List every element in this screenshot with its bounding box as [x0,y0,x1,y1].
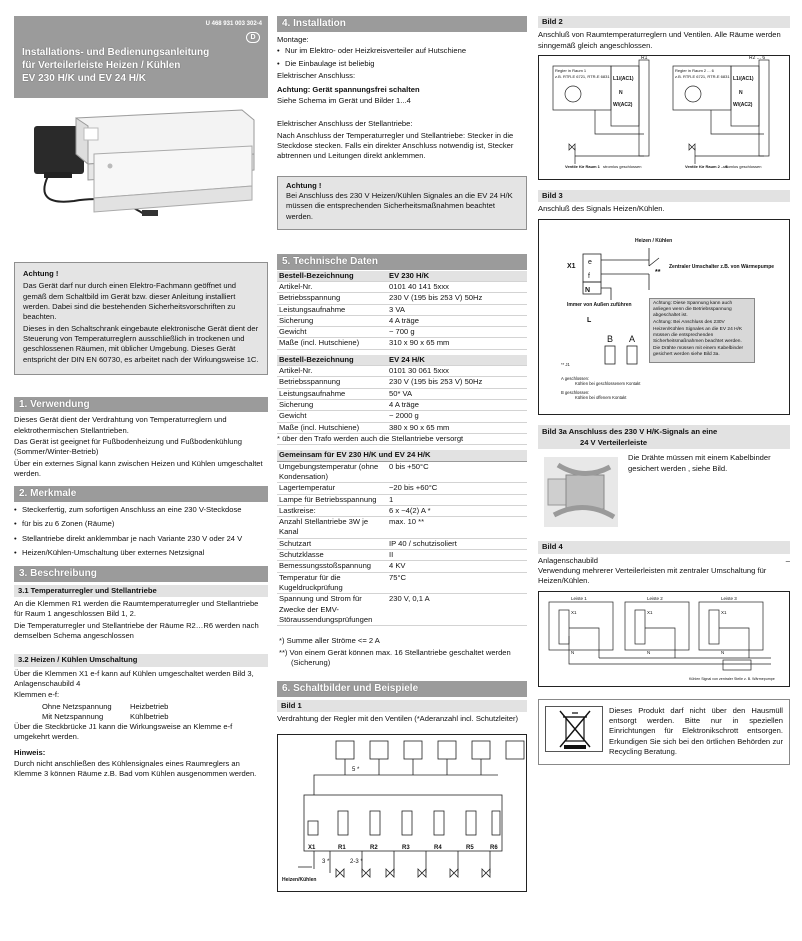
table-row [277,366,527,377]
section-technische-daten: 5. Technische Daten [277,254,527,270]
spec-label: Temperatur für die Kugeldruckprüfung [279,572,343,592]
title-line-2: für Verteilerleiste Heizen / Kühlen [22,60,181,71]
jumper-a: A [629,333,636,344]
table-row [277,305,527,316]
terminal-group: R1 [641,55,648,61]
bild1-diagram [277,734,527,892]
footnote-2: **) Von einem Gerät können max. 16 Stellantriebe geschaltet werden (Sicherung) [279,647,511,667]
bild4-dash: – [785,555,790,565]
terminal-l: L1/(AC1) [733,75,754,82]
n-label: N [647,649,651,655]
table-row [277,594,527,626]
table-row [277,389,527,400]
legend-a-text: Kühlen bei geschlossenem Kontakt [575,380,641,386]
section-verwendung: 1. Verwendung [14,397,268,413]
term-label: R6 [490,845,498,852]
lang-badge: D [246,32,260,43]
terminal-f: f [588,272,590,280]
spec-table-ev230 [277,271,527,350]
warning-text: Das Gerät darf nur durch einen Elektro-Fachmann geöffnet und gemäß dem Schaltbild im Gerät bzw. dieser Anleitung installiert werden. Dabei sind die bestehenden Sicherheitsvorschriften zu beachten. [23,281,237,322]
l-label: L [587,316,592,324]
table-row [277,411,527,422]
spec-value: 230 V, 0,1 A [389,594,430,604]
wire-count: 5 * [352,767,360,774]
spec-value: 75°C [389,572,406,582]
spec-value: −20 bis +60°C [389,483,438,493]
spec-label: Sicherung [279,400,314,409]
spec-label: Lampe für Betriebsspannung [279,494,377,504]
column-right [538,0,790,941]
bild1-label: Bild 1 [277,700,527,712]
spec-value: 4 A träge [389,315,419,325]
bild2-diagram [538,55,790,180]
s4-l2: Elektrischer Anschluss: [277,70,356,80]
wire-count: 2-3 * [350,859,363,866]
spec-label: Leistungsaufnahme [279,304,346,314]
list-item: • Heizen/Kühlen-Umschaltung über externes Netzsignal [14,548,268,558]
list-item: • Nur im Elektro- oder Heizkreisverteiler auf Hutschiene [277,46,527,56]
signal-note: Kühlen Signal von zentraler Stelle z. B. Wärmepumpe [689,676,775,681]
column-left [14,0,268,941]
bild3a-label: Bild 3a Anschluss des 230 V H/K-Signals an eine 24 V Verteilerleiste [538,425,790,450]
list-item: • Die Einbaulage ist beliebig [277,59,527,69]
s4-l1: Montage: [277,34,309,44]
spec-value: II [389,550,394,560]
mode-label: Ohne Netzspannung [42,701,112,711]
spec-label: Gewicht [279,411,307,421]
table-row [277,483,527,494]
s4-l3: Siehe Schema im Gerät und Bilder 1...4 [277,96,411,106]
spec-value: IP 40 / schutzisoliert [389,538,457,548]
bild3-text: Anschluß des Signals Heizen/Kühlen. [538,204,665,214]
spec-label: Artikel-Nr. [279,281,313,291]
term-label: R3 [402,845,410,852]
table-row [277,539,527,550]
warning-title: Achtung ! [23,269,59,278]
bild3-diagram [538,219,790,415]
term-label: R2 [370,845,378,852]
section-schaltbilder: 6. Schaltbilder und Beispiele [277,681,527,697]
valve-note: stromlos geschlossen [603,163,642,169]
spec-value: EV 230 H/K [389,270,430,280]
section-beschreibung: 3. Beschreibung [14,566,268,582]
table-row [277,561,527,572]
table-row [277,271,527,282]
footnote-1: *) Summe aller Ströme <= 2 A [279,636,380,646]
regulator-model: z.B. RTR-E 6721, RTR-E 6831 [555,73,610,79]
central-switch: Zentraler Umschalter z.B. von Wärmepumpe [669,263,775,270]
spec-value: 50* VA [389,388,413,398]
term-label: R5 [466,845,474,852]
regulator-label: Regler in Raum 1 [555,67,587,73]
s3-p2: Die Temperaturregler und Stellantriebe der Räume R2…R6 werden nach demselben Schema angeschlossen [14,620,259,640]
common-header: Gemeinsam für EV 230 H/K und EV 24 H/K [277,450,527,461]
spec-value: max. 10 ** [389,517,425,527]
valve-label: Ventile für Raum 1 [565,163,600,169]
warning-text: Bei Anschluss des 230 V Heizen/Kühlen Signales an die EV 24 H/K müssen die entsprechenden Sicherheitsmaßnahmen beachtet werden. [286,191,513,221]
note: Die Drähte müssen mit einem Kabelbinder gesichert werden siehe Bild 3a. [653,346,744,358]
regulator-label: Regler in Raum 2 ... 6 [675,67,714,73]
note: Achtung: Bei Anschluss des 230V Heizen/Kühlen Signales an die EV 24 H/K müssen die entsprechenden Sicherheitsmaßnahmen beachtet werden. [653,320,743,344]
s1-p2: Das Gerät ist geeignet für Fußbodenheizung und Fußbodenkühlung (Sommer/Winter-Betrieb) [14,437,242,457]
spec-label: Gewicht [279,327,307,337]
column-middle [277,0,527,941]
title-line-1: Installations- und Bedienungsanleitung [22,47,210,58]
mode-label: Mit Netzspannung [42,711,104,721]
terminal-group: R2 ... 6 [749,55,766,61]
spec-label: Schutzklasse [279,550,324,560]
term-label: R4 [434,845,442,852]
cable-tie-photo [538,451,624,533]
bild3-label: Bild 3 [538,190,790,202]
bar-label: Leiste 3 [721,595,737,601]
table-row [277,293,527,304]
spec-label: Bestell-Bezeichnung [279,270,354,280]
section-installation: 4. Installation [277,16,527,32]
spec-label: Betriebsspannung [279,293,341,303]
table-row [277,462,527,484]
hint-text: Durch nicht anschließen des Kühlensignales eines Raumreglers an Klemme 3 können Räume z.B. Bad vom Kühlen ausgenommen werden. [14,759,257,779]
bild4-label: Bild 4 [538,541,790,553]
spec-label: Lagertemperatur [279,483,336,493]
bild4-l1: Anlagenschaubild [538,555,598,565]
features-list [14,505,268,558]
disposal-box [538,699,790,766]
table-row [277,400,527,411]
table-row [277,327,527,338]
spec-value: 380 x 90 x 65 mm [389,422,450,432]
x1-label: X1 [571,609,577,615]
list-item: • Stellantriebe direkt anklemmbar je nach Variante 230 V oder 24 V [14,534,268,544]
title-block [14,16,268,98]
stars: ** [655,268,661,276]
valve-label: Ventile für Raum 2 ... 6 [685,163,728,169]
x1-label: X1 [567,262,576,270]
spec-value: ~ 2000 g [389,411,419,421]
title-line-3: EV 230 H/K und EV 24 H/K [22,73,146,84]
table-row [277,495,527,506]
spec-label: Lastkreise: [279,505,316,515]
x1-label: X1 [721,609,727,615]
warning-text-2: Dieses in den Schaltschrank eingebaute elektronische Gerät dient der Steuerung von Temperaturreglern ausschließlich in trockenen und geschlossenen Räumen, mit üblicher Umgebung. Dieses Gerät entspricht der DIN EN 60730, es arbeitet nach der Wirkungsweise 1C. [23,323,259,364]
spec-value: 230 V (195 bis 253 V) 50Hz [389,377,483,387]
warning-box-electrician [14,262,268,375]
mode-value: Heizbetrieb [130,701,169,711]
terminal-l: L1/(AC1) [613,75,634,82]
spec-value: 4 A träge [389,400,419,409]
bild4-text: Verwendung mehrerer Verteilerleisten mit zentraler Umschaltung für Heizen/Kühlen. [538,565,767,586]
spec-label: Leistungsaufnahme [279,388,346,398]
hint-title: Hinweis: [14,747,46,757]
table-row [277,316,527,327]
regulator-model: z.B. RTR-E 6721, RTR-E 6831 [675,73,730,79]
s4-bold: Achtung: Gerät spannungsfrei schalten [277,84,420,94]
bar-label: Leiste 1 [571,595,587,601]
legend-b: B geschlossen: [561,389,590,395]
s3-p5: Über die Steckbrücke J1 kann die Wirkungsweise an Klemme e-f umgekehrt werden. [14,722,233,742]
table-row [277,423,527,434]
term-label: R1 [338,845,346,852]
table-row [277,282,527,293]
spec-value: 230 V (195 bis 253 V) 50Hz [389,293,483,303]
spec-value: 3 VA [389,304,405,314]
spec-label: Spannung und Strom für Zwecke der EMV-Störaussendungsprüfungen [279,594,373,624]
s4-l4: Elektrischer Anschluss der Stellantriebe: [277,119,413,129]
hk-label: Heizen / Kühlen [635,237,673,244]
product-photo [14,106,268,234]
note: Achtung: Diese Spannung kann auch anliegen wenn die Betriebsspannung abgeschaltet ist. [653,300,733,319]
spec-value: 1 [389,494,394,504]
table-row [277,517,527,539]
bar-label: Leiste 2 [647,595,663,601]
valve-note: stromlos geschlossen [723,163,762,169]
doc-number: U 468 931 003 302-4 [205,21,262,27]
table-row [277,355,527,366]
terminal-n: N [619,89,623,96]
terminal-w: W/(AC2) [733,101,753,108]
spec-label: Bestell-Bezeichnung [279,354,354,364]
list-item: • für bis zu 6 Zonen (Räume) [14,519,268,529]
sub-3-1: 3.1 Temperaturregler und Stellantriebe [14,585,268,597]
table-row [277,338,527,349]
spec-value: 0 bis +50°C [389,461,429,471]
table-row [277,506,527,517]
table-row [277,573,527,595]
s3-p3: Über die Klemmen X1 e-f kann auf Kühlen umgeschaltet werden Bild 3, Anlagenschaubild 4 [14,668,254,688]
spec-table-common [277,462,527,627]
spec-label: Bemessungsstoßspannung [279,561,372,571]
disposal-text: Dieses Produkt darf nicht über den Hausmüll entsorgt werden. Bitte nur in speziellen Einrichtungen für Elektronikschrott entsorgen. Erkundigen Sie sich bei den örtlichen Behörden zur Recycling Beratung. [609,705,783,756]
bild2-label: Bild 2 [538,16,790,28]
s3-p4: Klemmen e-f: [14,690,60,700]
terminal-n: N [739,89,743,96]
spec-label: Maße (incl. Hutschiene) [279,338,360,348]
wire-count: 3 * [322,859,330,866]
s3-p1: An die Klemmen R1 werden die Raumtemperaturregler und Stellantriebe für Raum 1 angeschlossen Bild 1, 2. [14,599,259,619]
j1-label: ** J1 [561,361,570,367]
warning-box-24v [277,176,527,230]
s4-l5: Nach Anschluss der Temperaturregler und Stellantriebe: Stecker in die Steckdose stecken. Falls ein direkter Anschluss notwendig ist, Stecker abtrennen und Leitungen direkt anklemmen. [277,130,514,161]
s1-p3: Über ein externes Signal kann zwischen Heizen und Kühlen umgeschaltet werden. [14,458,263,478]
spec-label: Umgebungstemperatur (ohne Kondensation) [279,461,379,481]
bild1-text: Verdrahtung der Regler mit den Ventilen (*Aderanzahl incl. Schutzleiter) [277,714,519,724]
bild4-diagram [538,591,790,687]
spec-label: Artikel-Nr. [279,366,313,376]
table-row [277,377,527,388]
external-note: Immer von Außen zuführen [567,301,632,308]
terminal-n: N [585,286,591,294]
spec-table-ev24 [277,355,527,434]
s1-p1: Dieses Gerät dient der Verdrahtung von Temperaturreglern und elektrothermischen Stellantrieben. [14,415,227,435]
spec-label: Schutzart [279,538,312,548]
weee-bin-icon [545,706,603,752]
spec-value: 0101 40 141 5xxx [389,281,449,291]
spec-value: 310 x 90 x 65 mm [389,338,450,348]
spec-value: 4 KV [389,561,406,571]
mode-value: Kühlbetrieb [130,711,169,721]
spec-note: * über den Trafo werden auch die Stellantriebe versorgt [277,434,527,445]
hk-label: Heizen/Kühlen [282,877,317,884]
terminal-w: W/(AC2) [613,101,633,108]
term-label: X1 [308,845,316,852]
n-label: N [571,649,575,655]
sub-3-2: 3.2 Heizen / Kühlen Umschaltung [14,654,268,666]
section-merkmale: 2. Merkmale [14,486,268,502]
list-item: • Steckerfertig, zum sofortigen Anschluss an eine 230 V-Steckdose [14,505,268,515]
spec-value: EV 24 H/K [389,354,425,364]
spec-value: ~ 700 g [389,327,415,337]
spec-value: 0101 30 061 5xxx [389,366,449,376]
legend-b-text: Kühlen bei offenem Kontakt [575,394,627,400]
jumper-b: B [607,333,614,344]
warning-title: Achtung ! [286,180,322,190]
spec-label: Maße (incl. Hutschiene) [279,422,360,432]
bild3a-text: Die Drähte müssen mit einem Kabelbinder gesichert werden , siehe Bild. [628,453,771,473]
spec-value: 6 x ~4(2) A * [389,505,431,515]
spec-label: Anzahl Stellantriebe 3W je Kanal [279,517,369,537]
bild2-text: Anschluß von Raumtemperaturreglern und Ventilen. Alle Räume werden sinngemäß gleich angeschlossen. [538,30,781,50]
x1-label: X1 [647,609,653,615]
n-label: N [721,649,725,655]
legend-a: A geschlossen: [561,375,590,381]
spec-label: Sicherung [279,315,314,325]
table-row [277,550,527,561]
spec-label: Betriebsspannung [279,377,341,387]
terminal-e: e [588,258,592,266]
bild3-notes [649,298,755,363]
